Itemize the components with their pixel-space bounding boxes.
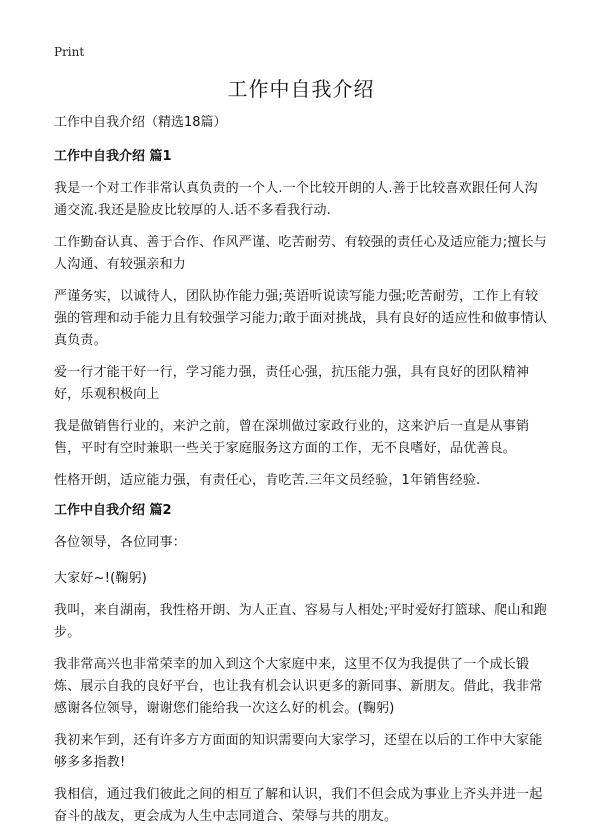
paragraph: 各位领导，各位同事： (54, 535, 187, 550)
paragraph: 我是做销售行业的，来沪之前，曾在深圳做过家政行业的，这来沪后一直是从事销售，平时有空时兼职一些关于家庭服务这方面的工作，无不良嗜好，品优善良。 (54, 419, 530, 456)
section-heading-2: 工作中自我介绍 篇2 (54, 503, 172, 518)
paragraph: 工作勤奋认真、善于合作、作风严谨、吃苦耐劳、有较强的责任心及适应能力;擅长与人沟通、有较强亲和力 (54, 235, 547, 272)
paragraph: 我初来乍到，还有许多方方面面的知识需要向大家学习，还望在以后的工作中大家能够多多指教! (54, 733, 543, 770)
paragraph: 我是一个对工作非常认真负责的一个人.一个比较开朗的人.善于比较喜欢跟任何人沟通交流.我还是脸皮比较厚的人.话不多看我行动. (54, 181, 538, 218)
page-title: 工作中自我介绍 (227, 77, 375, 101)
section-heading-1: 工作中自我介绍 篇1 (54, 149, 172, 164)
paragraph: 我相信，通过我们彼此之间的相互了解和认识，我们不但会成为事业上齐头并进一起奋斗的战友，更会成为人生中志同道合、荣辱与共的朋友。 (54, 787, 543, 824)
paragraph: 严谨务实，以诚待人，团队协作能力强;英语听说读写能力强;吃苦耐劳，工作上有较强的管理和动手能力且有较强学习能力;敢于面对挑战，具有良好的适应性和做事情认真负责。 (54, 289, 547, 348)
paragraph: 大家好~!(鞠躬) (54, 571, 148, 586)
paragraph: 爱一行才能干好一行，学习能力强，责任心强，抗压能力强，具有良好的团队精神好，乐观积极向上 (54, 365, 530, 402)
document-subtitle: 工作中自我介绍（精选18篇） (54, 115, 227, 130)
paragraph: 我非常高兴也非常荣幸的加入到这个大家庭中来，这里不仅为我提供了一个成长锻炼、展示自我的良好平台，也让我有机会认识更多的新同事、新朋友。借此，我非常感谢各位领导，谢谢您们能给我一次这么好的机会。(鞠躬) (54, 657, 543, 716)
paragraph: 我叫，来自湖南，我性格开朗、为人正直、容易与人相处;平时爱好打篮球、爬山和跑步。 (54, 603, 547, 640)
paragraph: 性格开朗，适应能力强，有责任心，肯吃苦.三年文员经验，1年销售经验. (54, 473, 481, 488)
print-link[interactable]: Print (54, 45, 85, 59)
